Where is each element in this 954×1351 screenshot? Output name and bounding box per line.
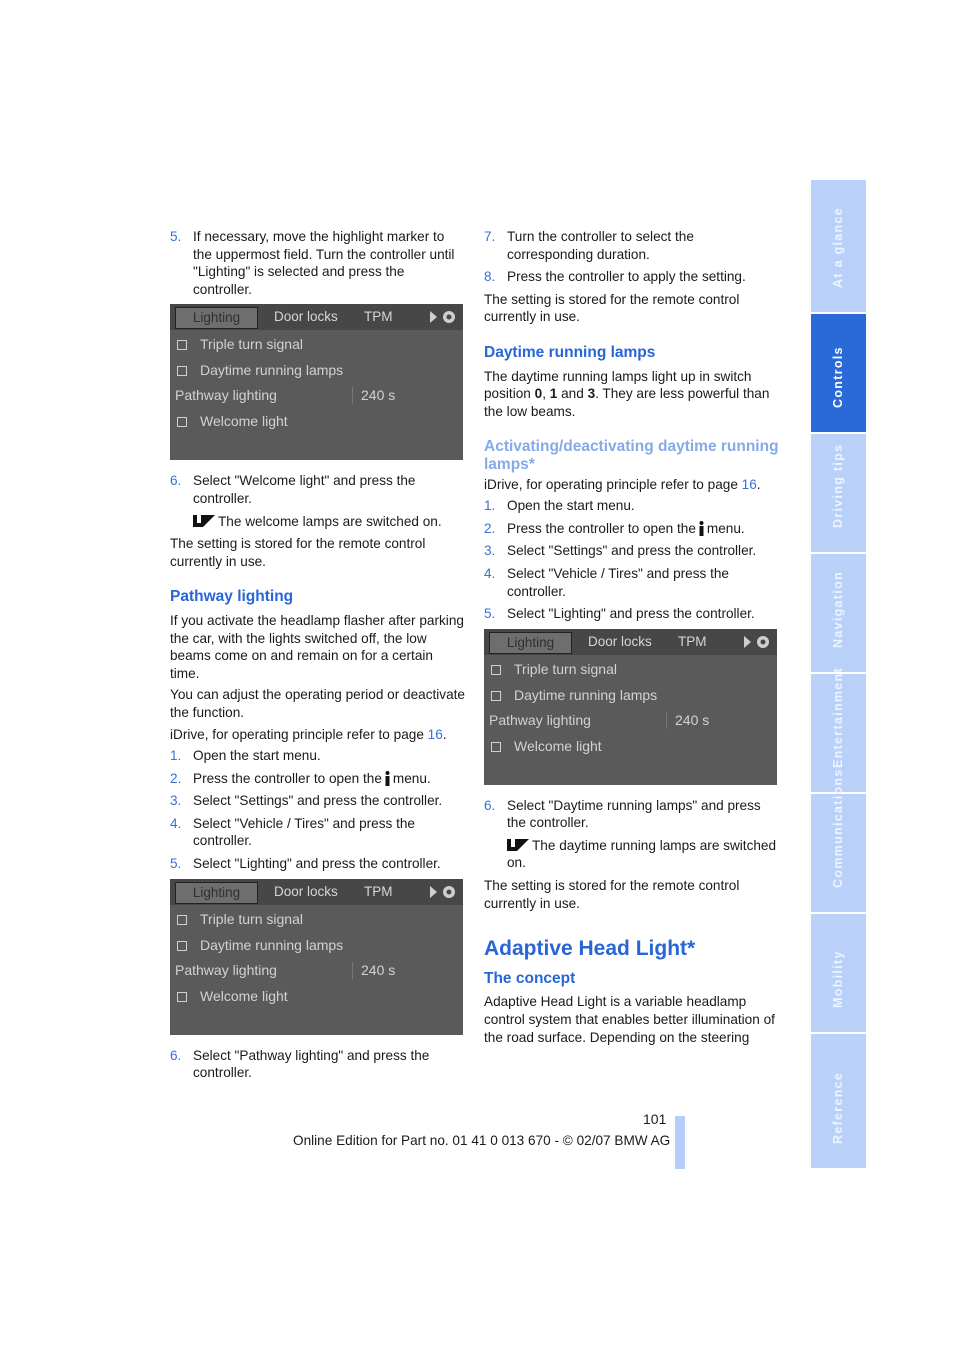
- checkbox-icon: [491, 665, 501, 675]
- section-heading: Pathway lighting: [170, 588, 294, 606]
- result-note: The daytime running lamps are switched on.: [507, 837, 777, 871]
- tab-at-a-glance[interactable]: At a glance: [811, 180, 866, 314]
- tab-communications[interactable]: Communications: [811, 794, 866, 914]
- list-item: 5. Select "Lighting" and press the controller.: [484, 606, 755, 622]
- tab-door-locks: Door locks: [588, 633, 652, 649]
- screen-row-triple-turn-signal: Triple turn signal: [170, 332, 446, 357]
- list-item: 3. Select "Settings" and press the controller.: [170, 793, 443, 809]
- edition-line: Online Edition for Part no. 01 41 0 013 670 - © 02/07 BMW AG: [293, 1133, 671, 1148]
- list-item: 6. Select "Daytime running lamps" and press the controller.: [484, 797, 761, 831]
- checkbox-icon: [177, 915, 187, 925]
- screen-row-welcome-light: Welcome light: [484, 734, 760, 759]
- checkbox-icon: [177, 417, 187, 427]
- page-link[interactable]: 16: [741, 476, 757, 492]
- checkbox-icon: [177, 340, 187, 350]
- section-heading: Daytime running lamps: [484, 343, 656, 361]
- screen-row-triple-turn-signal: Triple turn signal: [170, 907, 446, 932]
- tab-reference[interactable]: Reference: [811, 1034, 866, 1168]
- checkbox-icon: [491, 742, 501, 752]
- list-item: 1. Open the start menu.: [170, 748, 321, 764]
- screen-row-pathway-lighting: Pathway lighting 240 s: [175, 961, 396, 978]
- check-arrow-icon: [507, 839, 529, 851]
- list-item: 5. Select "Lighting" and press the controller.: [170, 856, 441, 872]
- tab-lighting: Lighting: [175, 307, 258, 329]
- list-item: 6. Select "Pathway lighting" and press the controller.: [170, 1047, 430, 1081]
- tab-door-locks: Door locks: [274, 309, 338, 325]
- list-item: 2. Press the controller to open the menu.: [484, 520, 745, 536]
- controller-arrow-icon: [428, 308, 458, 326]
- tab-tpm: TPM: [678, 633, 707, 649]
- list-item: 1. Open the start menu.: [484, 498, 635, 514]
- screen-row-daytime-running-lamps: Daytime running lamps: [484, 683, 760, 708]
- screen-row-triple-turn-signal: Triple turn signal: [484, 657, 760, 682]
- list-item: 2. Press the controller to open the menu.: [170, 770, 431, 786]
- list-item: 5. If necessary, move the highlight marker to the uppermost field. Turn the controller until "Lighting" is selected and press the controller.: [170, 229, 455, 297]
- checkbox-icon: [177, 941, 187, 951]
- check-arrow-icon: [193, 515, 215, 527]
- tab-lighting: Lighting: [175, 882, 258, 904]
- tab-door-locks: Door locks: [274, 883, 338, 899]
- screen-row-welcome-light: Welcome light: [170, 984, 446, 1009]
- checkbox-icon: [177, 366, 187, 376]
- tab-navigation[interactable]: Navigation: [811, 554, 866, 674]
- result-note: The welcome lamps are switched on.: [170, 513, 465, 531]
- list-item: 3. Select "Settings" and press the controller.: [484, 543, 757, 559]
- idrive-screenshot: [484, 629, 777, 785]
- chapter-tabs: [811, 180, 866, 1168]
- controller-arrow-icon: [742, 633, 772, 651]
- checkbox-icon: [177, 992, 187, 1002]
- page-link[interactable]: 16: [427, 726, 443, 742]
- left-column: 5. If necessary, move the highlight marker to the uppermost field. Turn the controller until "Lighting" is selected and press the controller. Lighting Door locks TPM Triple turn signal Daytime running lamps Pathway lighting 240 s Welcome light 6. Select "Welcome light" and press the controller. The welcome lamps are switched on. The setting is stored for the remote control currently in use. Pathway lighting If you activate the headlamp flasher after parking the car, with the lights switched off, the low beams come on and remain on for a certain time. You can adjust the operating period or deactivate the function. iDrive, for operating principle refer to page 16. 1. Open the start menu. 2. Press the controller to open the menu. 3. Select "Settings" and press the controller. 4. Select "Vehicle / Tires" and press the controller. 5. Select "Lighting" and press the controller. Lighting Door locks TPM Triple turn signal Daytime running lamps Pathway lighting 240 s Welcome light 6. Select "Pathway lighting" and press the controller.: [170, 229, 465, 1081]
- list-item: 6. Select "Welcome light" and press the controller.: [170, 473, 416, 506]
- checkbox-icon: [491, 691, 501, 701]
- list-item: 4. Select "Vehicle / Tires" and press the controller.: [484, 565, 729, 599]
- tab-tpm: TPM: [364, 883, 393, 899]
- idrive-screenshot: [170, 879, 463, 1035]
- list-item: 4. Select "Vehicle / Tires" and press the controller.: [170, 815, 415, 849]
- idrive-screenshot: [170, 304, 463, 460]
- section-heading: Activating/deactivating daytime running lamps*: [484, 438, 779, 473]
- screen-row-welcome-light: Welcome light: [170, 409, 446, 434]
- tab-lighting: Lighting: [489, 632, 572, 654]
- section-heading: The concept: [484, 969, 576, 987]
- tab-tpm: TPM: [364, 309, 393, 325]
- list-item: 8. Press the controller to apply the setting.: [484, 269, 746, 285]
- chapter-heading: Adaptive Head Light*: [484, 937, 696, 961]
- page-marker-bar: [675, 1116, 685, 1169]
- screen-row-pathway-lighting: Pathway lighting 240 s: [175, 387, 396, 404]
- screen-row-pathway-lighting: Pathway lighting 240 s: [489, 711, 710, 728]
- page-number: 101: [643, 1111, 667, 1127]
- right-column: 7. Turn the controller to select the corresponding duration. 8. Press the controller to apply the setting. The setting is stored for the remote control currently in use. Daytime running lamps The daytime running lamps light up in switch position 0, 1 and 3. They are less powerful than the low beams. Activating/deactivating daytime running lamps* iDrive, for operating principle refer to page 16. 1. Open the start menu. 2. Press the controller to open the menu. 3. Select "Settings" and press the controller. 4. Select "Vehicle / Tires" and press the controller. 5. Select "Lighting" and press the controller. Lighting Door locks TPM Triple turn signal Daytime running lamps Pathway lighting 240 s Welcome light 6. Select "Daytime running lamps" and press the controller. The daytime running lamps are switched on. The setting is stored for the remote control currently in use. Adaptive Head Light* The concept Adaptive Head Light is a variable headlamp control system that enables better illumination of the road surface. Depending on the steering: [484, 229, 779, 1045]
- tab-controls[interactable]: Controls: [811, 314, 866, 434]
- list-item: 7. Turn the controller to select the corresponding duration.: [484, 229, 694, 262]
- screen-row-daytime-running-lamps: Daytime running lamps: [170, 933, 446, 958]
- tab-mobility[interactable]: Mobility: [811, 914, 866, 1034]
- info-i-icon: [384, 771, 391, 786]
- controller-arrow-icon: [428, 883, 458, 901]
- tab-driving-tips[interactable]: Driving tips: [811, 434, 866, 554]
- tab-entertainment[interactable]: Entertainment: [811, 674, 866, 794]
- info-i-icon: [698, 521, 705, 536]
- screen-row-daytime-running-lamps: Daytime running lamps: [170, 358, 446, 383]
